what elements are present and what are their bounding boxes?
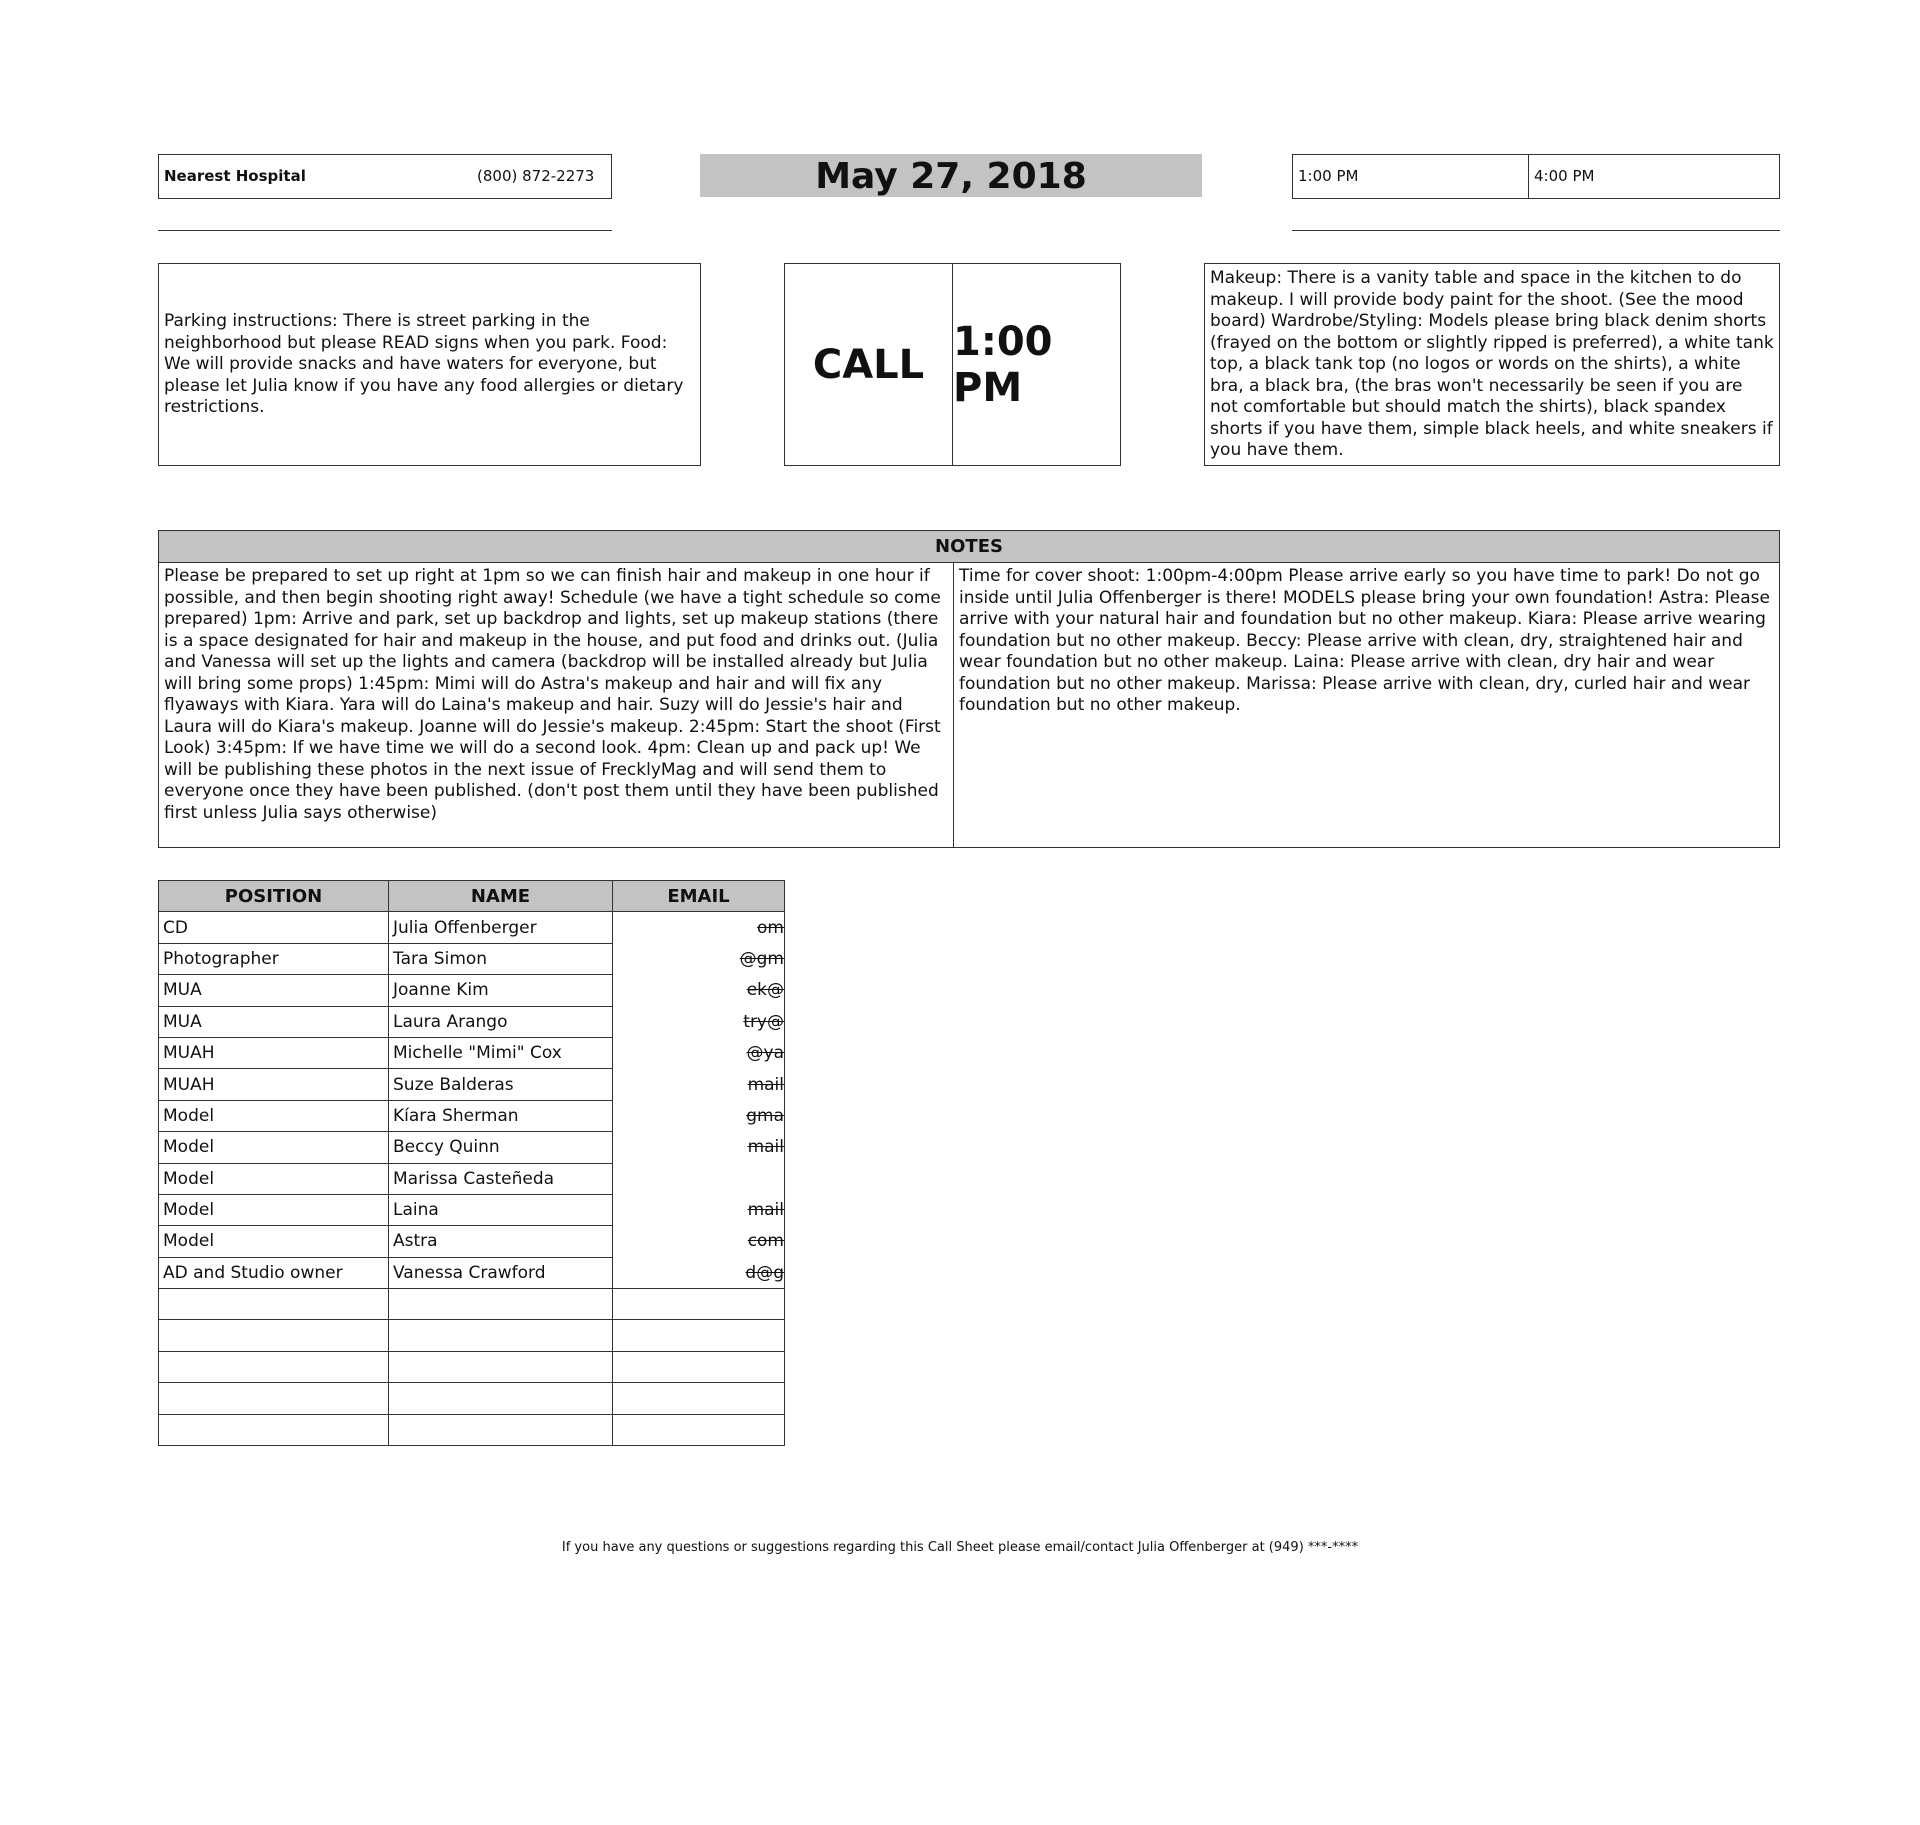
name-cell: Joanne Kim (389, 975, 613, 1006)
redacted-email: ek@ (746, 980, 784, 1001)
name-cell: Laura Arango (389, 1006, 613, 1037)
email-cell (613, 1163, 785, 1194)
notes-header: NOTES (159, 531, 1779, 563)
email-cell (613, 1132, 785, 1163)
email-cell (613, 1194, 785, 1225)
crew-header-row (159, 881, 785, 912)
hospital-underline (158, 230, 612, 231)
redacted-email: mail (747, 1074, 784, 1095)
redacted-email: gma (746, 1105, 784, 1126)
empty-cell (613, 1383, 785, 1414)
name-header: NAME (389, 881, 613, 912)
email-cell (613, 943, 785, 974)
email-cell (613, 975, 785, 1006)
table-row (159, 1037, 785, 1068)
empty-row (159, 1414, 785, 1445)
name-cell: Kíara Sherman (389, 1100, 613, 1131)
table-row (159, 1006, 785, 1037)
position-cell: AD and Studio owner (159, 1257, 389, 1288)
empty-cell (613, 1289, 785, 1320)
empty-row (159, 1320, 785, 1351)
table-row (159, 1069, 785, 1100)
position-cell: MUAH (159, 1037, 389, 1068)
name-cell: Tara Simon (389, 943, 613, 974)
name-cell: Laina (389, 1194, 613, 1225)
email-cell (613, 1257, 785, 1288)
table-row (159, 1100, 785, 1131)
redacted-email: mail (747, 1200, 784, 1221)
email-cell (613, 1006, 785, 1037)
position-cell: Model (159, 1132, 389, 1163)
table-row (159, 1194, 785, 1225)
redacted-email: om (757, 917, 784, 938)
makeup-wardrobe-info: Makeup: There is a vanity table and space in the kitchen to do makeup. I will provide body paint for the shoot. (See the mood board) Wardrobe/Styling: Models please bring black denim shorts (frayed on the bottom or slightly ripped is preferred), a white tank top, a black tank top (no logos or words on the shirts), a white bra, a black bra, (the bras won't necessarily be seen if you are not comfortable but should match the shirts), black spandex shorts if you have them, simple black heels, and white sneakers if you have them. (1204, 263, 1780, 466)
email-cell (613, 1226, 785, 1257)
table-row (159, 912, 785, 943)
empty-cell (389, 1320, 613, 1351)
redacted-email: d@g (745, 1262, 784, 1283)
position-cell: MUA (159, 1006, 389, 1037)
notes-left: Please be prepared to set up right at 1pm so we can finish hair and makeup in one hour if possible, and then begin shooting right away! Schedule (we have a tight schedule so come prepared) 1pm: Arrive and park, set up backdrop and lights, set up makeup stations (there is a space designated for hair and makeup in the house, and put food and drinks out. (Julia and Vanessa will set up the lights and camera (backdrop will be installed already but Julia will bring some props) 1:45pm: Mimi will do Astra's makeup and hair and will fix any flyaways with Kiara. Yara will do Laina's makeup and hair. Suzy will do Jessie's hair and Laura will do Kiara's makeup. Joanne will do Jessie's makeup. 2:45pm: Start the shoot (First Look) 3:45pm: If we have time we will do a second look. 4pm: Clean up and pack up! We will be publishing these photos in the next issue of FrecklyMag and will send them to everyone once they have been published. (don't post them until they have been published first unless Julia says otherwise) (159, 563, 954, 847)
call-label: CALL (785, 264, 953, 465)
empty-cell (613, 1351, 785, 1382)
name-cell: Suze Balderas (389, 1069, 613, 1100)
hospital-box (158, 154, 612, 199)
hospital-phone: (800) 872-2273 (477, 167, 595, 185)
redacted-email: mail (747, 1137, 784, 1158)
position-cell: Photographer (159, 943, 389, 974)
empty-row (159, 1351, 785, 1382)
empty-row (159, 1289, 785, 1320)
name-cell: Vanessa Crawford (389, 1257, 613, 1288)
position-cell: Model (159, 1163, 389, 1194)
name-cell: Marissa Casteñeda (389, 1163, 613, 1194)
redacted-email: com (747, 1231, 784, 1252)
parking-info: Parking instructions: There is street parking in the neighborhood but please READ signs when you park. Food: We will provide snacks and have waters for everyone, but please let Julia know if you have any food allergies or dietary restrictions. (158, 263, 701, 466)
notes-section (158, 530, 1780, 848)
table-row (159, 975, 785, 1006)
email-cell (613, 1100, 785, 1131)
empty-cell (159, 1383, 389, 1414)
email-cell (613, 912, 785, 943)
empty-cell (159, 1320, 389, 1351)
table-row (159, 1132, 785, 1163)
empty-cell (389, 1289, 613, 1320)
name-cell: Julia Offenberger (389, 912, 613, 943)
call-time: 1:00 PM (953, 318, 1053, 411)
time-underline (1292, 230, 1780, 231)
position-cell: CD (159, 912, 389, 943)
empty-cell (159, 1414, 389, 1445)
name-cell: Michelle "Mimi" Cox (389, 1037, 613, 1068)
position-cell: MUA (159, 975, 389, 1006)
hospital-label: Nearest Hospital (164, 167, 306, 185)
table-row (159, 1257, 785, 1288)
table-row (159, 1226, 785, 1257)
position-header: POSITION (159, 881, 389, 912)
position-cell: Model (159, 1194, 389, 1225)
end-time: 4:00 PM (1534, 167, 1595, 185)
position-cell: Model (159, 1100, 389, 1131)
email-cell (613, 1037, 785, 1068)
empty-cell (389, 1351, 613, 1382)
empty-cell (389, 1414, 613, 1445)
empty-cell (389, 1383, 613, 1414)
empty-cell (613, 1414, 785, 1445)
table-row (159, 943, 785, 974)
email-cell (613, 1069, 785, 1100)
call-box (784, 263, 1121, 466)
footer-contact: If you have any questions or suggestions regarding this Call Sheet please email/contact Julia Offenberger at (949) ***-**** (561, 1540, 1359, 1555)
crew-table (158, 880, 785, 1446)
empty-row (159, 1383, 785, 1414)
name-cell: Astra (389, 1226, 613, 1257)
notes-right: Time for cover shoot: 1:00pm-4:00pm Please arrive early so you have time to park! Do not go inside until Julia Offenberger is there! MODELS please bring your own foundation! Astra: Please arrive with your natural hair and foundation but no other makeup. Kiara: Please arrive wearing foundation but no other makeup. Beccy: Please arrive with clean, dry, straightened hair and wear foundation but no other makeup. Laina: Please arrive with clean, dry hair and wear foundation but no other makeup. Marissa: Please arrive with clean, dry, curled hair and wear foundation but no other makeup. (959, 566, 1770, 715)
email-header: EMAIL (613, 881, 785, 912)
start-time: 1:00 PM (1293, 155, 1529, 198)
position-cell: Model (159, 1226, 389, 1257)
crew-table-body (159, 912, 785, 1446)
redacted-email: try@ (743, 1011, 784, 1032)
redacted-email: @ya (746, 1043, 784, 1064)
time-box (1292, 154, 1780, 199)
empty-cell (613, 1320, 785, 1351)
shoot-date: May 27, 2018 (700, 154, 1202, 197)
empty-cell (159, 1351, 389, 1382)
table-row (159, 1163, 785, 1194)
name-cell: Beccy Quinn (389, 1132, 613, 1163)
position-cell: MUAH (159, 1069, 389, 1100)
empty-cell (159, 1289, 389, 1320)
redacted-email: @gm (739, 948, 784, 969)
